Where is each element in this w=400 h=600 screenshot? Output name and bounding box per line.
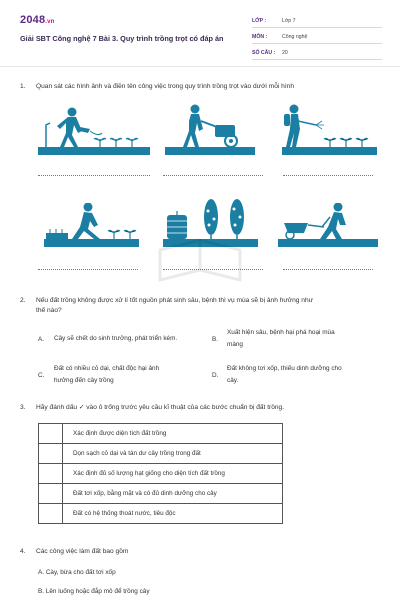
site-logo[interactable] [20, 14, 55, 26]
requirement-cell: Đất có hệ thống thoát nước, tiêu độc [63, 504, 283, 524]
meta-row-grade [252, 14, 382, 28]
question-text: Nếu đất trồng không được xử lí tốt nguồn phát sinh sâu, bệnh thì vụ mùa sẽ bị ảnh hưởng như [36, 297, 314, 304]
option-letter[interactable]: B. [212, 336, 219, 343]
checkbox-cell[interactable] [39, 464, 63, 484]
tiller-illustration [165, 103, 255, 155]
wheelbarrow-illustration [278, 203, 378, 247]
checklist-table [38, 423, 283, 524]
answer-blank[interactable] [283, 269, 373, 270]
document-title: Giải SBT Công nghệ 7 Bài 3. Quy trình trồng trọt có đáp án [20, 34, 224, 43]
question-text: Hãy đánh dấu ✓ vào ô trống trước yêu cầu kĩ thuật của các bước chuẩn bị đất trồng. [36, 404, 285, 411]
answer-blank[interactable] [163, 175, 263, 176]
question-number: 3. [20, 404, 26, 411]
option-letter[interactable]: D. [212, 372, 219, 379]
answer-blank[interactable] [283, 175, 373, 176]
meta-row-subject [252, 30, 382, 44]
planting-illustration [44, 203, 139, 247]
meta-value: 20 [282, 49, 288, 56]
meta-key: SỐ CÂU : [252, 49, 276, 56]
option-d-text-cont[interactable]: cây. [227, 377, 239, 384]
table-row [39, 424, 283, 444]
spraying-illustration [282, 103, 377, 155]
option-b-text[interactable]: B. Lên luống hoặc đắp mô để trồng cây [38, 588, 150, 595]
header-divider [0, 66, 400, 67]
table-row [39, 464, 283, 484]
meta-value: Công nghệ [282, 33, 308, 40]
table-row [39, 484, 283, 504]
requirement-cell: Xác định được diện tích đất trồng [63, 424, 283, 444]
option-c-text-cont[interactable]: hưởng đến cây trồng [54, 377, 114, 384]
question-number: 1. [20, 83, 26, 90]
option-d-text[interactable]: Đất không tơi xốp, thiếu dinh dưỡng cho [227, 365, 342, 372]
option-letter[interactable]: A. [38, 336, 45, 343]
option-a-text[interactable]: Cây sẽ chết do sinh trưởng, phát triển kém. [54, 335, 178, 342]
question-number: 2. [20, 297, 26, 304]
option-c-text[interactable]: Đất có nhiều cỏ dại, chất độc hại ảnh [54, 365, 160, 372]
requirement-cell: Dọn sạch cỏ dại và tàn dư cây trồng trong đất [63, 444, 283, 464]
question-text: Các công việc làm đất bao gồm [36, 548, 129, 555]
logo-text: 2048 [20, 14, 46, 26]
option-b-text[interactable]: Xuất hiện sâu, bệnh hại phá hoại mùa [227, 329, 335, 336]
requirement-cell: Đất tơi xốp, bằng mặt và có đủ dinh dưỡng cho cây [63, 484, 283, 504]
table-row [39, 504, 283, 524]
watermark-book-icon [150, 230, 250, 290]
answer-blank[interactable] [38, 175, 150, 176]
option-a-text[interactable]: A. Cày, bừa cho đất tơi xốp [38, 569, 116, 576]
checkbox-cell[interactable] [39, 484, 63, 504]
question-text: Quan sát các hình ảnh và điền tên công việc trong quy trình trồng trọt vào dưới mỗi hình [36, 83, 294, 90]
watering-illustration [38, 103, 150, 155]
meta-key: LỚP : [252, 17, 267, 24]
option-b-text-cont[interactable]: màng [227, 341, 243, 348]
checkbox-cell[interactable] [39, 504, 63, 524]
meta-key: MÔN : [252, 33, 268, 40]
answer-blank[interactable] [38, 269, 138, 270]
question-number: 4. [20, 548, 26, 555]
meta-value: Lớp 7 [282, 17, 296, 24]
checkbox-cell[interactable] [39, 444, 63, 464]
option-letter[interactable]: C. [38, 372, 45, 379]
table-row [39, 444, 283, 464]
document-meta [252, 14, 382, 62]
page-header [0, 0, 400, 66]
logo-suffix: .vn [45, 19, 55, 25]
requirement-cell: Xác định đủ số lượng hạt giống cho diện tích đất trồng [63, 464, 283, 484]
question-text-cont: thế nào? [36, 307, 62, 314]
checkbox-cell[interactable] [39, 424, 63, 444]
meta-row-count [252, 46, 382, 60]
